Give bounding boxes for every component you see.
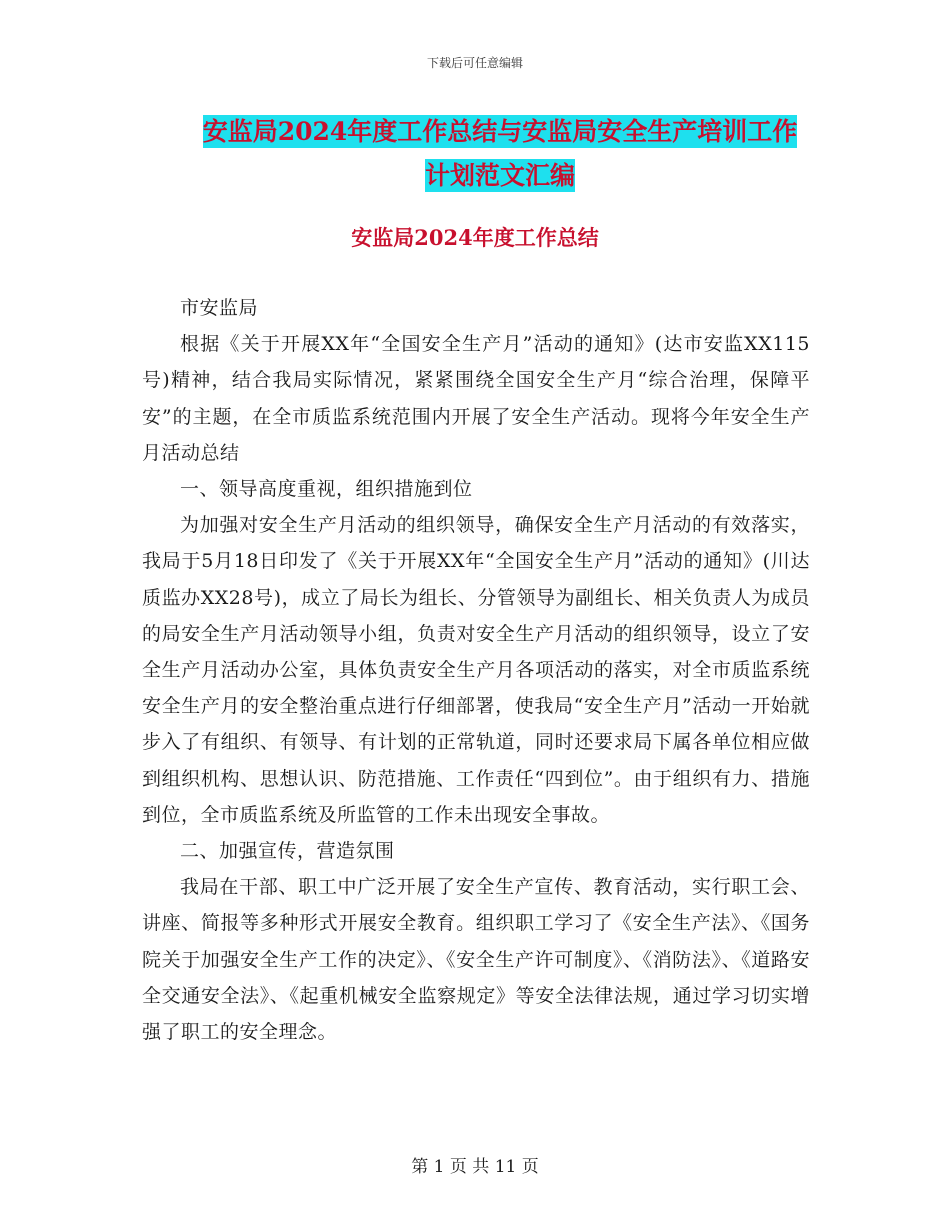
document-body [142, 290, 810, 1050]
paragraph-addressee: 市安监局 [180, 297, 259, 319]
paragraph: 我局在干部、职工中广泛开展了安全生产宣传、教育活动，实行职工会、讲座、简报等多种形式开展安全教育。组织职工学习了《安全生产法》、《国务院关于加强安全生产工作的决定》、《安全生产许可制度》、《消防法》、《道路安全交通安全法》、《起重机械安全监察规定》等安全法律法规，通过学习切实增强了职工的安全理念。 [142, 876, 810, 1044]
paragraph-heading: 二、加强宣传，营造氛围 [180, 840, 395, 863]
page-footer: 第 1 页 共 11 页 [411, 1157, 539, 1177]
document-title-line-1: 安监局2024年度工作总结与安监局安全生产培训工作 [202, 117, 798, 146]
paragraph: 为加强对安全生产月活动的组织领导，确保安全生产月活动的有效落实，我局于5月18日印发了《关于开展XX年“全国安全生产月”活动的通知》(川达质监办XX28号)，成立了局长为组长、分管领导为副组长、相关负责人为成员的局安全生产月活动领导小组，负责对安全生产月活动的组织领导，设立了安全生产月活动办公室，具体负责安全生产月各项活动的落实，对全市质监系统安全生产月的安全整治重点进行仔细部署，使我局“安全生产月”活动一开始就步入了有组织、有领导、有计划的正常轨道，同时还要求局下属各单位相应做到组织机构、思想认识、防范措施、工作责任“四到位”。由于组织有力、措施到位，全市质监系统及所监管的工作未出现安全事故。 [142, 514, 810, 826]
section-title: 安监局2024年度工作总结 [351, 225, 599, 250]
paragraph-heading: 一、领导高度重视，组织措施到位 [180, 478, 473, 501]
paragraph: 根据《关于开展XX年“全国安全生产月”活动的通知》(达市安监XX115号)精神，结合我局实际情况，紧紧围绕全国安全生产月“综合治理，保障平安”的主题，在全市质监系统范围内开展了安全生产活动。现将今年安全生产月活动总结 [142, 333, 810, 464]
document-title-line-2: 计划范文汇编 [424, 161, 575, 190]
header-note: 下载后可任意编辑 [426, 56, 523, 70]
document-title [140, 110, 860, 198]
